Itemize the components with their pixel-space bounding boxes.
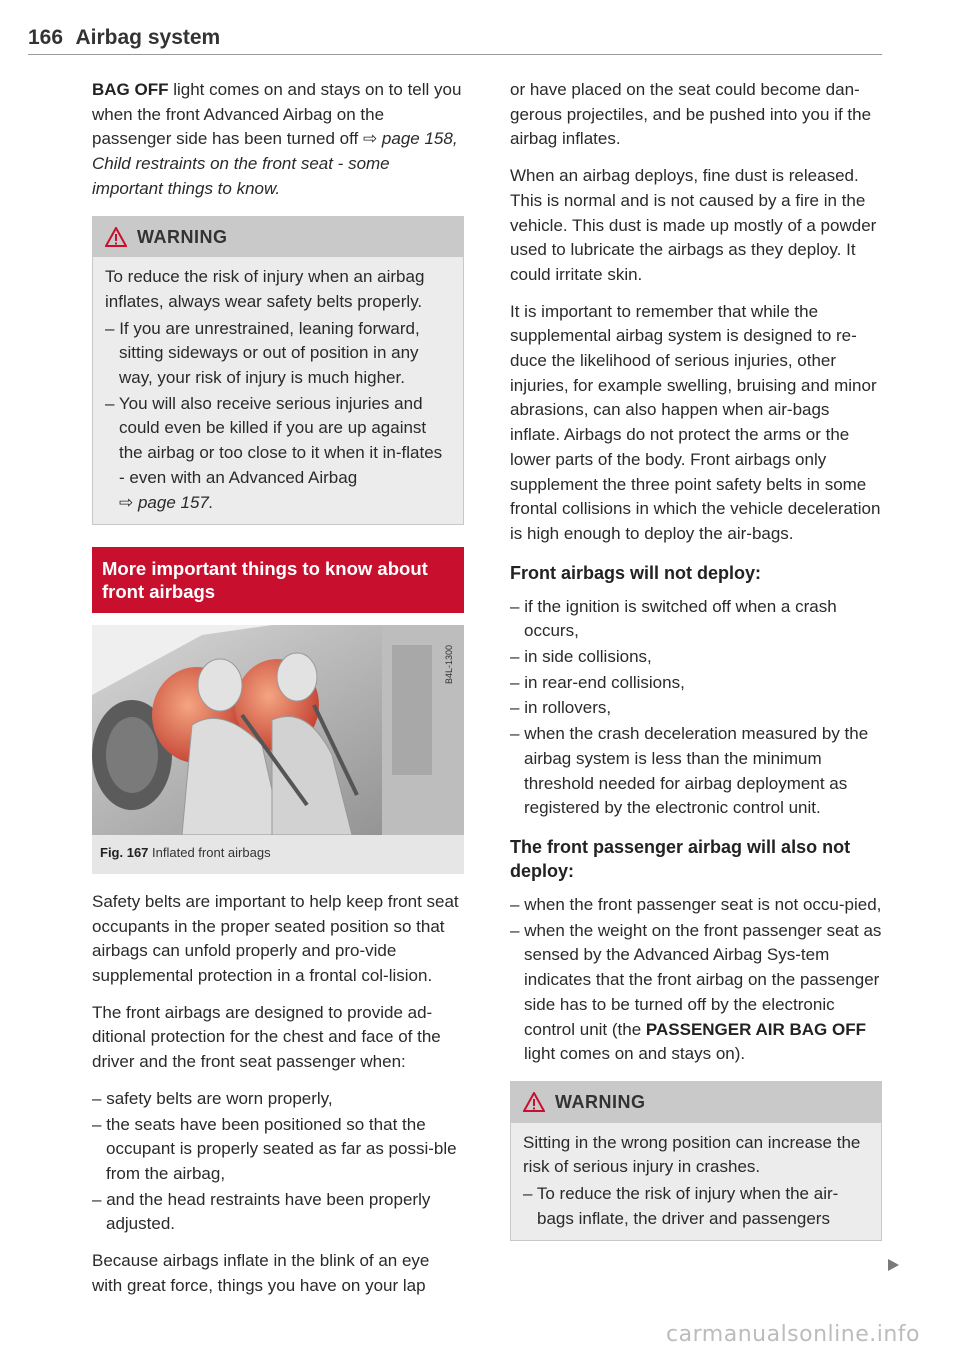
list-item: – in rear-end collisions, [510,671,882,696]
list-item: – in side collisions, [510,645,882,670]
list-item: – when the crash deceleration measured by the airbag system is less than the minimum threshold needed for airbag deployment as registered by the electronic control unit. [510,722,882,821]
continue-arrow-icon [886,1258,900,1272]
figure-caption-text: Inflated front airbags [152,845,271,861]
page-title: Airbag system [75,26,221,49]
figure-label: Fig. 167 [100,845,149,861]
list-item: – when the front passenger seat is not occu-pied, [510,893,882,918]
warning-body [93,257,463,524]
warning-list [523,1182,869,1231]
header-rule [28,54,882,55]
warning-body [511,1123,881,1241]
body-paragraph: or have placed on the seat could become dan-gerous projectiles, and be pushed into you if the airbag inflates. [510,80,872,149]
page-number: 166 [28,26,64,49]
passenger-airbag-off-label: PASSENGER AIR BAG OFF [645,1019,866,1039]
body-paragraph: The front airbags are designed to provide ad-ditional protection for the chest and face of the driver and the front seat passenger when: [92,1002,441,1072]
figure-caption [92,835,464,874]
watermark: carmanualsonline.info [666,1322,920,1347]
conditions-list [92,1087,464,1237]
warning-header [93,217,463,258]
body-paragraph: When an airbag deploys, fine dust is released. This is normal and is not caused by a fire in the vehicle. This dust is made up mostly of a powder used to lubricate the airbags as they deploy. It could irritate skin. [510,166,877,284]
list-item: – and the head restraints have been properly adjusted. [92,1188,464,1237]
passenger-no-deploy-list [510,893,882,1067]
figure [92,625,464,874]
warning-box [510,1081,882,1242]
list-item: – safety belts are worn properly, [92,1087,464,1112]
warning-header [511,1082,881,1123]
left-column [92,78,464,1311]
warning-title: WARNING [555,1091,646,1112]
inflated-airbags-illustration [92,625,464,835]
warning-lead: Sitting in the wrong position can increase the risk of serious injury in crashes. [523,1132,861,1177]
list-item: – the seats have been positioned so that the occupant is properly seated as far as possi-ble from the airbag, [92,1113,464,1187]
page-header [28,26,882,56]
warning-title: WARNING [137,226,228,247]
body-paragraph: It is important to remember that while the supplemental airbag system is designed to re-duce the likelihood of serious injuries, other injuries, for example swelling, bruising and minor abrasions, can also happen when air-bags inflate. Airbags do not protect the arms or the lower parts of the body. Front airbags only supplement the three point safety belts in some frontal collisions in which the vehicle deceleration is high enough to deploy the air-bags. [510,301,881,543]
bag-off-label: BAG OFF [92,80,169,99]
list-item: – To reduce the risk of injury when the air-bags inflate, the driver and passengers [523,1182,869,1231]
list-item: – if the ignition is switched off when a crash occurs, [510,595,882,644]
body-paragraph: Because airbags inflate in the blink of an eye with great force, things you have on your lap [92,1251,430,1295]
subheading: The front passenger airbag will also not deploy: [510,836,851,881]
list-item: – in rollovers, [510,696,882,721]
warning-triangle-icon [523,1092,545,1112]
figure-code: B4L-1300 [444,645,454,685]
subheading: Front airbags will not deploy: [510,562,762,583]
right-column [510,78,882,1253]
body-paragraph: Safety belts are important to help keep front seat occupants in the proper seated position so that airbags can unfold properly and pro-vide supplemental protection in a frontal col-lision. [92,891,459,986]
list-item: – when the weight on the front passenger seat as sensed by the Advanced Airbag Sys-tem indicates that the front airbag on the passenger side has to be turned off by the electronic control unit (the PASSENGER AIR BAG OFF light comes on and stays on). [510,919,882,1067]
page-reference-link[interactable]: ⇨ page 158, Child restraints on the front seat - some important things to know. [92,129,458,198]
warning-triangle-icon [105,227,127,247]
list-item: – If you are unrestrained, leaning forward, sitting sideways or out of position in any way, your risk of injury is much higher. [105,317,451,391]
list-item: – You will also receive serious injuries and could even be killed if you are up against the airbag or too close to it when it in-flates - even with an Advanced Airbag ⇨ page 157. [105,392,451,516]
page-reference-link[interactable]: ⇨ page 157. [119,492,214,512]
warning-lead: To reduce the risk of injury when an airbag inflates, always wear safety belts properly. [105,267,425,311]
section-title: More important things to know about front airbags [92,547,464,613]
no-deploy-list [510,595,882,821]
intro-paragraph: BAG OFF light comes on and stays on to tell you when the front Advanced Airbag on the passenger side has been turned off ⇨ page 158, Child restraints on the front seat - some important things to know. [92,80,462,198]
warning-list [105,317,451,516]
warning-box [92,216,464,526]
